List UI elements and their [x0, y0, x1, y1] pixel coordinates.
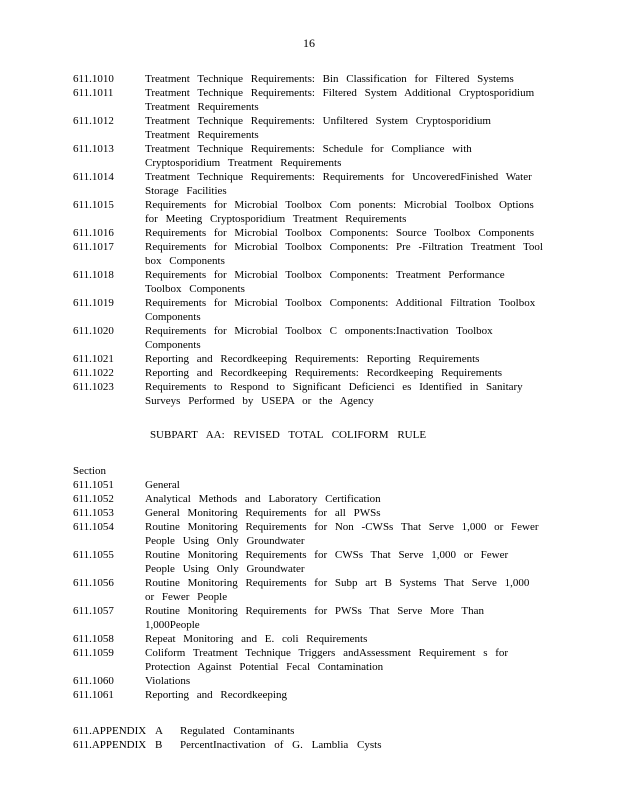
toc-entry — [73, 324, 543, 352]
section-title: Routine Monitoring Requirements for Non -CWSs That Serve 1,000 or Fewer People Using Only Groundwater — [145, 521, 539, 547]
section-number: 611.1023 — [73, 381, 114, 393]
section-number: 611.1015 — [73, 199, 114, 211]
section-title: Routine Monitoring Requirements for CWSs That Serve 1,000 or Fewer People Using Only Groundwater — [145, 549, 509, 575]
toc-entry — [73, 114, 543, 142]
subpart-heading: SUBPART AA: REVISED TOTAL COLIFORM RULE — [149, 429, 427, 441]
section-number: 611.1059 — [73, 647, 114, 659]
toc-entry — [73, 674, 543, 688]
subpart-aa-section-list — [73, 478, 543, 702]
toc-entry — [73, 296, 543, 324]
section-title: Requirements for Microbial Toolbox Com ponents: Microbial Toolbox Options for Meeting Cryptosporidium Treatment Requirements — [145, 199, 534, 225]
toc-entry — [73, 86, 543, 114]
section-number: 611.1010 — [73, 73, 114, 85]
toc-entry — [73, 240, 543, 268]
table-of-contents — [73, 72, 543, 752]
toc-entry — [73, 226, 543, 240]
section-number: 611.1054 — [73, 521, 114, 533]
toc-entry — [73, 520, 543, 548]
section-number: 611.1011 — [73, 87, 114, 99]
section-title: Violations — [145, 675, 191, 687]
toc-entry — [73, 632, 543, 646]
toc-entry — [73, 352, 543, 366]
section-number: 611.1060 — [73, 675, 114, 687]
appendix-number: 611.APPENDIX — [73, 739, 147, 751]
section-number: 611.1053 — [73, 507, 114, 519]
section-number: 611.1052 — [73, 493, 114, 505]
toc-entry — [73, 142, 543, 170]
section-title: Requirements for Microbial Toolbox Components: Source Toolbox Components — [145, 227, 534, 239]
section-title: Analytical Methods and Laboratory Certification — [145, 493, 381, 505]
section-title: Requirements to Respond to Significant Deficienci es Identified in Sanitary Surveys Performed by USEPA or the Agency — [145, 381, 523, 407]
section-number: 611.1017 — [73, 241, 114, 253]
section-title: Routine Monitoring Requirements for PWSs That Serve More Than 1,000People — [145, 605, 484, 631]
section-title: Reporting and Recordkeeping Requirements: Reporting Requirements — [145, 353, 480, 365]
section-number: 611.1055 — [73, 549, 114, 561]
toc-entry — [73, 492, 543, 506]
section-number: 611.1051 — [73, 479, 114, 491]
section-number: 611.1058 — [73, 633, 114, 645]
section-number: 611.1019 — [73, 297, 114, 309]
section-number: 611.1012 — [73, 115, 114, 127]
section-number: 611.1020 — [73, 325, 114, 337]
toc-entry — [73, 548, 543, 576]
section-title: Treatment Technique Requirements: Bin Classification for Filtered Systems — [145, 73, 514, 85]
section-title: Routine Monitoring Requirements for Subp art B Systems That Serve 1,000 or Fewer People — [145, 577, 530, 603]
section-title: Requirements for Microbial Toolbox Components: Pre -Filtration Treatment Tool box Components — [145, 241, 543, 267]
section-title: Coliform Treatment Technique Triggers andAssessment Requirement s for Protection Against Potential Fecal Contamination — [145, 647, 509, 673]
subpart-z-section-list — [73, 72, 543, 408]
toc-entry — [73, 72, 543, 86]
toc-entry — [73, 688, 543, 702]
section-number: 611.1016 — [73, 227, 114, 239]
section-number: 611.1013 — [73, 143, 114, 155]
section-number: 611.1022 — [73, 367, 114, 379]
toc-entry — [73, 366, 543, 380]
appendix-entry — [73, 738, 543, 752]
page-number: 16 — [303, 36, 315, 50]
section-title: Repeat Monitoring and E. coli Requirements — [145, 633, 368, 645]
section-title: Requirements for Microbial Toolbox Components: Treatment Performance Toolbox Components — [145, 269, 505, 295]
toc-entry — [73, 380, 543, 408]
appendix-entry — [73, 724, 543, 738]
section-title: Requirements for Microbial Toolbox C omponents:Inactivation Toolbox Components — [145, 325, 493, 351]
section-number: 611.1021 — [73, 353, 114, 365]
toc-entry — [73, 198, 543, 226]
section-title: Reporting and Recordkeeping Requirements: Recordkeeping Requirements — [145, 367, 503, 379]
section-title: Requirements for Microbial Toolbox Components: Additional Filtration Toolbox Components — [145, 297, 536, 323]
appendix-title: PercentInactivation of G. Lamblia Cysts — [180, 739, 382, 751]
section-number: 611.1018 — [73, 269, 114, 281]
toc-entry — [73, 506, 543, 520]
section-number: 611.1056 — [73, 577, 114, 589]
section-title: Treatment Technique Requirements: Filtered System Additional Cryptosporidium Treatment Requirements — [145, 87, 535, 113]
appendix-list — [73, 724, 543, 752]
toc-entry — [73, 268, 543, 296]
section-number: 611.1057 — [73, 605, 114, 617]
toc-entry — [73, 576, 543, 604]
appendix-number: 611.APPENDIX — [73, 725, 147, 737]
section-number: 611.1061 — [73, 689, 114, 701]
section-number: 611.1014 — [73, 171, 114, 183]
section-title: General Monitoring Requirements for all PWSs — [145, 507, 381, 519]
section-title: Reporting and Recordkeeping — [145, 689, 287, 701]
section-title: Treatment Technique Requirements: Requirements for UncoveredFinished Water Storage Facilities — [145, 171, 532, 197]
section-label: Section — [73, 465, 106, 477]
toc-entry — [73, 478, 543, 492]
section-title: Treatment Technique Requirements: Unfiltered System Cryptosporidium Treatment Requirements — [145, 115, 491, 141]
toc-entry — [73, 604, 543, 632]
toc-entry — [73, 646, 543, 674]
section-title: General — [145, 479, 180, 491]
section-title: Treatment Technique Requirements: Schedule for Compliance with Cryptosporidium Treatment Requirements — [145, 143, 472, 169]
appendix-title: Regulated Contaminants — [180, 725, 295, 737]
appendix-letter: B — [155, 739, 163, 751]
toc-entry — [73, 170, 543, 198]
appendix-letter: A — [155, 725, 163, 737]
